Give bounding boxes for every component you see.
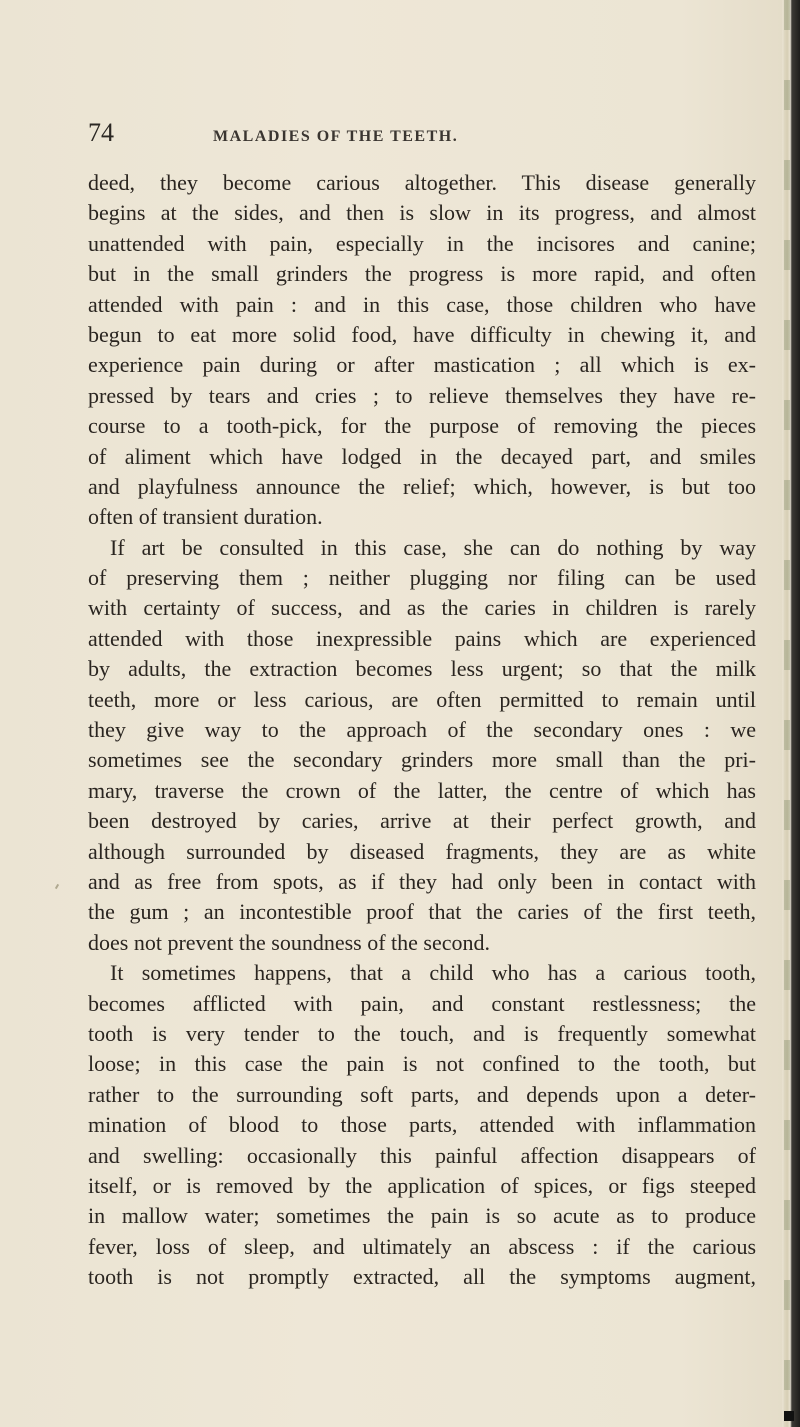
text-line: of aliment which have lodged in the decayed part, and smiles: [88, 443, 756, 469]
body-text: [88, 168, 756, 1292]
text-line: the gum ; an incontestible proof that the caries of the first teeth,: [88, 899, 756, 925]
text-line: deed, they become carious altogether. This disease generally: [88, 170, 756, 195]
page-number: 74: [88, 118, 114, 147]
text-line: begins at the sides, and then is slow in its progress, and almost: [88, 200, 756, 226]
text-line: mary, traverse the crown of the latter, the centre of which has: [88, 777, 756, 803]
text-line: with certainty of success, and as the caries in children is rarely: [88, 595, 756, 621]
text-line: tooth is not promptly extracted, all the symptoms augment,: [88, 1264, 756, 1290]
text-line: they give way to the approach of the secondary ones : we: [88, 717, 756, 743]
text-line: fever, loss of sleep, and ultimately an abscess : if the carious: [88, 1233, 756, 1259]
text-line: and playfulness announce the relief; which, however, is but too: [88, 473, 756, 499]
text-line: teeth, more or less carious, are often permitted to remain until: [88, 686, 756, 712]
text-line: begun to eat more solid food, have difficulty in chewing it, and: [88, 321, 756, 347]
text-line: attended with pain : and in this case, those children who have: [88, 291, 756, 317]
corner-mark: [784, 1411, 794, 1421]
text-line: attended with those inexpressible pains which are experienced: [88, 625, 756, 651]
text-line: and swelling: occasionally this painful affection disappears of: [88, 1142, 756, 1168]
paragraph-start-line: If art be consulted in this case, she can do nothing by way: [110, 534, 756, 560]
text-line: itself, or is removed by the application of spices, or figs steeped: [88, 1172, 756, 1198]
text-line: although surrounded by diseased fragments, they are as white: [88, 838, 756, 864]
text-line: tooth is very tender to the touch, and is frequently somewhat: [88, 1020, 756, 1046]
text-line: loose; in this case the pain is not confined to the tooth, but: [88, 1051, 756, 1077]
text-line: of preserving them ; neither plugging nor filing can be used: [88, 565, 756, 591]
text-line: pressed by tears and cries ; to relieve themselves they have re-: [88, 382, 756, 408]
text-line: in mallow water; sometimes the pain is so acute as to produce: [88, 1203, 756, 1229]
text-line: by adults, the extraction becomes less urgent; so that the milk: [88, 656, 756, 682]
text-line: does not prevent the soundness of the second.: [88, 929, 491, 955]
text-line: been destroyed by caries, arrive at their perfect growth, and: [88, 808, 756, 834]
text-line: but in the small grinders the progress is more rapid, and often: [88, 261, 756, 287]
text-line: becomes afflicted with pain, and constant restlessness; the: [88, 990, 756, 1016]
text-line: unattended with pain, especially in the incisores and canine;: [88, 230, 756, 256]
text-line: sometimes see the secondary grinders more small than the pri-: [88, 747, 756, 773]
text-line: course to a tooth-pick, for the purpose of removing the pieces: [88, 413, 756, 439]
text-line: mination of blood to those parts, attended with inflammation: [88, 1112, 756, 1138]
running-header: [68, 118, 788, 158]
running-title: MALADIES OF THE TEETH.: [213, 128, 459, 145]
book-edge-strip: [782, 0, 800, 1427]
paper-speck: [55, 884, 59, 889]
text-line: often of transient duration.: [88, 504, 323, 530]
text-line: and as free from spots, as if they had only been in contact with: [88, 868, 756, 894]
text-line: rather to the surrounding soft parts, and depends upon a deter-: [88, 1081, 756, 1107]
paragraph-start-line: It sometimes happens, that a child who has a carious tooth,: [110, 960, 756, 986]
text-line: experience pain during or after mastication ; all which is ex-: [88, 352, 756, 378]
